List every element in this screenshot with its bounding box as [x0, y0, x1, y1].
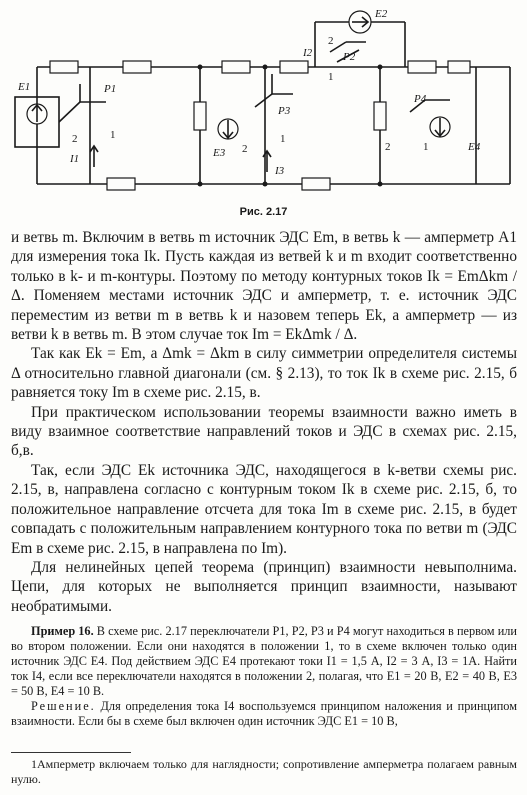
label-p3-pos2: 2	[242, 143, 248, 155]
label-e2: E2	[375, 8, 388, 20]
circuit-diagram	[10, 2, 515, 200]
resistor-top-3	[222, 61, 250, 73]
label-p2: P2	[343, 51, 356, 63]
label-p4-pos2: 2	[385, 141, 391, 153]
label-e4: E4	[468, 141, 481, 153]
paragraph-5: Для нелинейных цепей теорема (принцип) взаимности невыполнима. Цепи, для которых не выполняется принцип взаимности, называют необратимыми.	[11, 558, 517, 615]
paragraph-2: Так как Ek = Em, а Δmk = Δkm в силу симметрии определителя системы Δ относительно главной диагонали (см. § 2.13), то ток Ik в схеме рис. 2.15, б равняется току Im в схеме рис. 2.15, в.	[11, 345, 517, 402]
example-text: В схеме рис. 2.17 переключатели P1, P2, P3 и P4 могут находиться в первом или во втором положении. Если они находятся в положении 1, то в схеме включен только один источник ЭДС E4. Под действием ЭДС E4 протекают токи I1 = 1,5 А, I2 = 3 А, I3 = 1А. Найти ток I4, если все переключатели находятся в положении 2, полагая, что E1 = 20 В, E2 = 40 В, E3 = 50 В, E4 = 10 В.	[11, 624, 517, 698]
solution-title: Решение.	[31, 699, 96, 713]
circuit-wires	[37, 22, 510, 184]
label-p2-pos2: 2	[328, 35, 334, 47]
label-p4-pos1: 1	[423, 141, 429, 153]
label-p3: P3	[278, 105, 291, 117]
resistor-top-4	[280, 61, 308, 73]
body-text	[11, 228, 517, 616]
resistor-top-2	[123, 61, 151, 73]
resistor-top-5	[408, 61, 436, 73]
example-title: Пример 16.	[31, 624, 94, 638]
label-i1: I1	[70, 153, 80, 165]
resistor-bottom-1	[107, 178, 135, 190]
example-paragraph	[11, 624, 517, 699]
solution-paragraph	[11, 699, 517, 729]
footnote: 1Амперметр включаем только для наглядности; сопротивление амперметра полагаем равным нулю.	[11, 757, 517, 786]
solution-text: Для определения тока I4 воспользуемся принципом наложения и принципом взаимности. Если бы в схеме был включен один источник ЭДС E1 = 10 В,	[11, 699, 517, 728]
label-i2: I2	[303, 47, 313, 59]
label-i3: I3	[275, 165, 285, 177]
paragraph-1: и ветвь m. Включим в ветвь m источник ЭДС Em, в ветвь k — амперметр A1 для измерения тока Ik. Пусть каждая из ветвей k и m входит соответственно только в k- и m-контуры. Поэтому по методу контурных токов Ik = EmΔkm / Δ. Поменяем местами источник ЭДС и амперметр, т. е. источник ЭДС переместим из ветви m в ветвь k и назовем теперь Ek, а амперметр — из ветви k в ветвь m. В этом случае ток Im = EkΔmk / Δ.	[11, 229, 517, 344]
footnote-rule	[11, 752, 131, 753]
resistor-top-1	[50, 61, 78, 73]
label-p1-pos1: 1	[110, 129, 116, 141]
label-p3-pos1: 1	[280, 133, 286, 145]
resistor-top-6	[448, 61, 470, 73]
label-p2-pos1: 1	[328, 71, 334, 83]
paragraph-4: Так, если ЭДС Ek источника ЭДС, находящегося в k-ветви схемы рис. 2.15, в, направлена согласно с контурным током Ik в схеме рис. 2.15, б, то положительное направление отсчета для тока Im в схеме рис. 2.15, в будет совпадать с положительным направлением контурного тока по ветви m (ЭДС Em в схеме рис. 2.15, в направлена по Im).	[11, 461, 517, 557]
resistor-vert-2	[374, 102, 386, 130]
resistor-bottom-2	[302, 178, 330, 190]
figure-caption: Рис. 2.17	[239, 206, 288, 218]
label-p4: P4	[414, 93, 427, 105]
label-e1: E1	[18, 81, 31, 93]
label-p1-pos2: 2	[72, 133, 78, 145]
label-e3: E3	[213, 147, 226, 159]
example-block	[11, 624, 517, 729]
label-p1: P1	[104, 83, 117, 95]
resistor-vert-1	[194, 102, 206, 130]
paragraph-3: При практическом использовании теоремы взаимности важно иметь в виду взаимное соответствие направлений токов и ЭДС в схемах рис. 2.15, б,в.	[11, 403, 517, 460]
